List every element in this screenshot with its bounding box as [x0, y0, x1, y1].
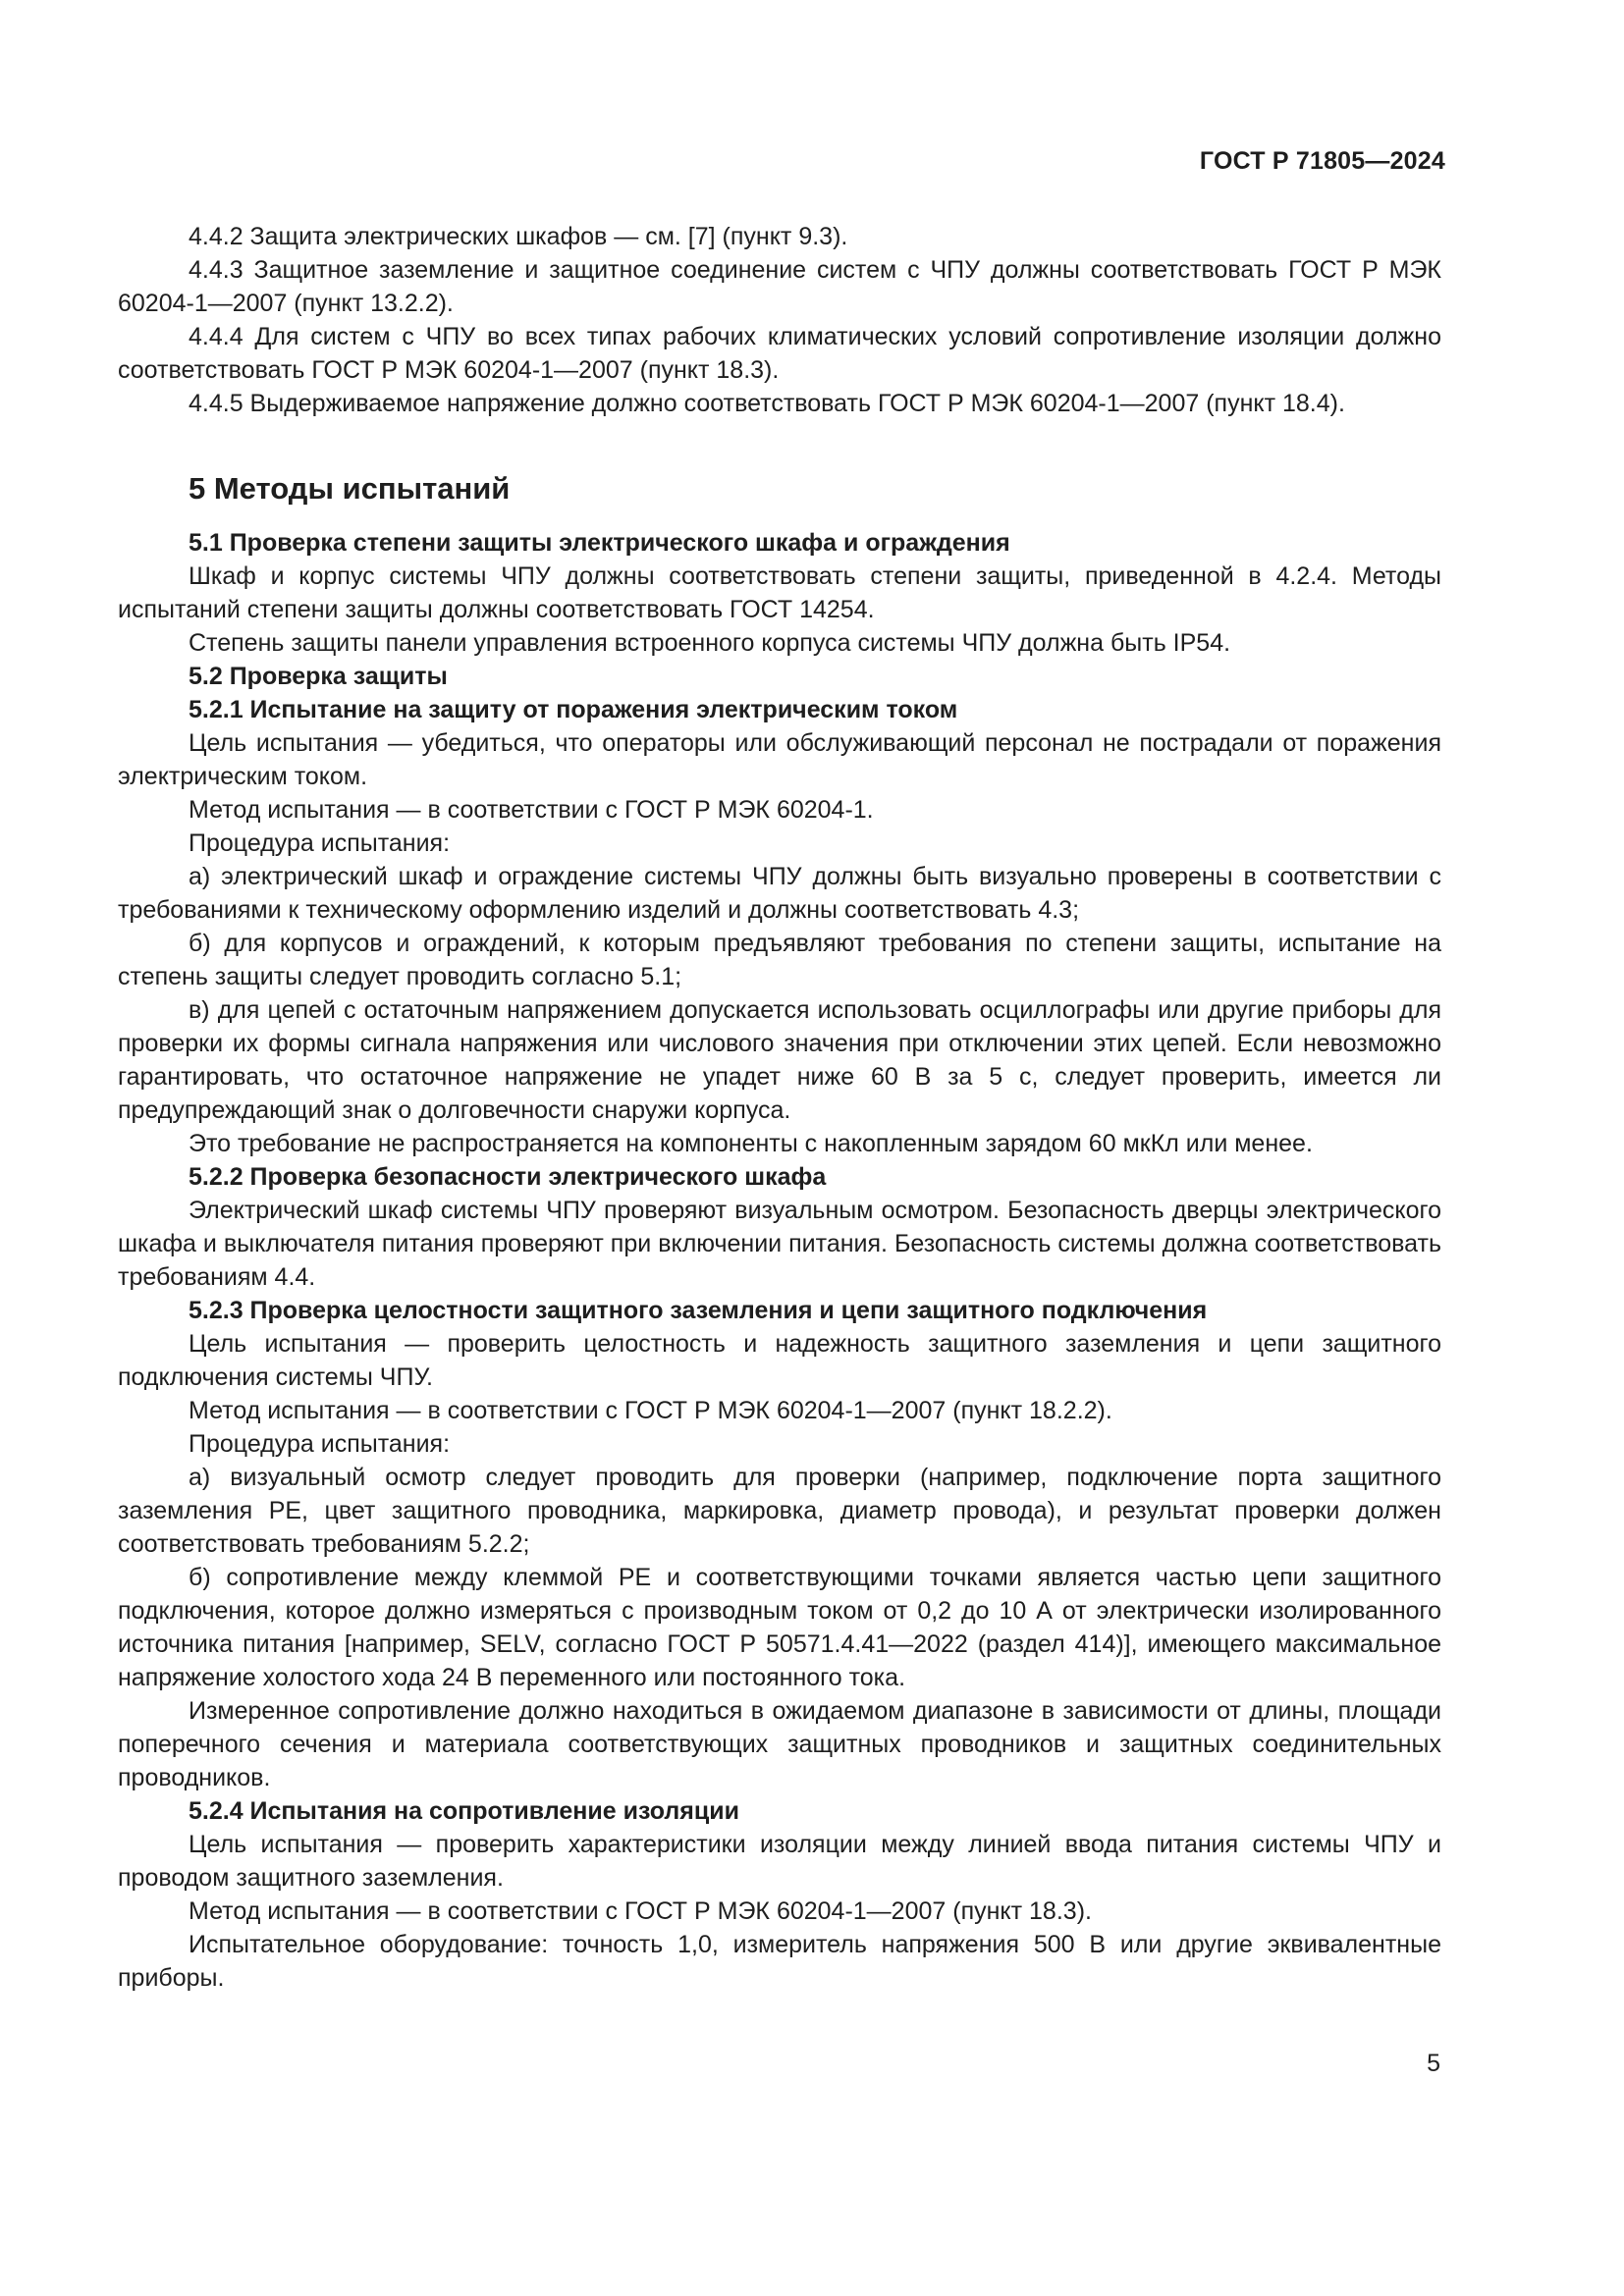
- list-item-5-2-1-a: а) электрический шкаф и ограждение системы ЧПУ должны быть визуально проверены в соответствии с требованиями к техническому оформлению изделий и должны соответствовать 4.3;: [118, 863, 1441, 924]
- paragraph-5-2-3-resistance: Измеренное сопротивление должно находиться в ожидаемом диапазоне в зависимости от длины, площади поперечного сечения и материала соответствующих защитных проводников и защитных соединительных проводников.: [118, 1697, 1441, 1791]
- list-item-5-2-3-b: б) сопротивление между клеммой PE и соответствующими точками является частью цепи защитного подключения, которое должно измеряться с производным током от 0,2 до 10 А от электрически изолированного источника питания [например, SELV, согласно ГОСТ Р 50571.4.41—2022 (раздел 414)], имеющего максимальное напряжение холостого хода 24 В переменного или постоянного тока.: [118, 1564, 1441, 1691]
- paragraph-5-2-4-goal: Цель испытания — проверить характеристики изоляции между линией ввода питания системы ЧПУ и проводом защитного заземления.: [118, 1831, 1441, 1892]
- paragraph-5-2-1-goal: Цель испытания — убедиться, что операторы или обслуживающий персонал не пострадали от поражения электрическим током.: [118, 729, 1441, 790]
- paragraph-5-1-a: Шкаф и корпус системы ЧПУ должны соответствовать степени защиты, приведенной в 4.2.4. Методы испытаний степени защиты должны соответствовать ГОСТ 14254.: [118, 562, 1441, 623]
- paragraph-5-2-1-procedure: Процедура испытания:: [189, 829, 451, 857]
- paragraph-5-2-4-equipment: Испытательное оборудование: точность 1,0, измеритель напряжения 500 В или другие эквивалентные приборы.: [118, 1931, 1441, 1992]
- paragraph-5-2-3-method: Метод испытания — в соответствии с ГОСТ Р МЭК 60204-1—2007 (пункт 18.2.2).: [189, 1397, 1112, 1424]
- list-item-5-2-1-b: б) для корпусов и ограждений, к которым предъявляют требования по степени защиты, испытание на степень защиты следует проводить согласно 5.1;: [118, 930, 1441, 990]
- paragraph-4-4-2: 4.4.2 Защита электрических шкафов — см. [7] (пункт 9.3).: [189, 223, 848, 250]
- heading-5-2-1: 5.2.1 Испытание на защиту от поражения электрическим током: [189, 696, 958, 723]
- document-body: [118, 220, 1441, 1995]
- paragraph-5-2-3-procedure: Процедура испытания:: [189, 1430, 451, 1458]
- list-item-5-2-3-a: а) визуальный осмотр следует проводить для проверки (например, подключение порта защитного заземления PE, цвет защитного проводника, маркировка, диаметр провода), и результат проверки должен соответствовать требованиям 5.2.2;: [118, 1464, 1441, 1558]
- paragraph-5-2-2: Электрический шкаф системы ЧПУ проверяют визуальным осмотром. Безопасность дверцы электрического шкафа и выключателя питания проверяют при включении питания. Безопасность системы должна соответствовать требованиям 4.4.: [118, 1197, 1441, 1291]
- heading-5-2-4: 5.2.4 Испытания на сопротивление изоляции: [189, 1797, 739, 1825]
- paragraph-4-4-5: 4.4.5 Выдерживаемое напряжение должно соответствовать ГОСТ Р МЭК 60204-1—2007 (пункт 18.4).: [189, 390, 1345, 417]
- paragraph-5-2-4-method: Метод испытания — в соответствии с ГОСТ Р МЭК 60204-1—2007 (пункт 18.3).: [189, 1897, 1092, 1925]
- heading-5-2-2: 5.2.2 Проверка безопасности электрического шкафа: [189, 1163, 827, 1191]
- paragraph-5-2-1-method: Метод испытания — в соответствии с ГОСТ Р МЭК 60204-1.: [189, 796, 874, 824]
- paragraph-4-4-4: 4.4.4 Для систем с ЧПУ во всех типах рабочих климатических условий сопротивление изоляции должно соответствовать ГОСТ Р МЭК 60204-1—2007 (пункт 18.3).: [118, 323, 1441, 384]
- heading-5-1: 5.1 Проверка степени защиты электрического шкафа и ограждения: [189, 529, 1010, 557]
- paragraph-4-4-3: 4.4.3 Защитное заземление и защитное соединение систем с ЧПУ должны соответствовать ГОСТ Р МЭК 60204-1—2007 (пункт 13.2.2).: [118, 256, 1441, 317]
- page-number: 5: [1427, 2050, 1440, 2077]
- paragraph-5-1-b: Степень защиты панели управления встроенного корпуса системы ЧПУ должна быть IP54.: [189, 629, 1231, 657]
- heading-5-2-3: 5.2.3 Проверка целостности защитного заземления и цепи защитного подключения: [189, 1297, 1208, 1324]
- paragraph-5-2-1-note: Это требование не распространяется на компоненты с накопленным зарядом 60 мкКл или менее.: [189, 1130, 1313, 1157]
- section-5-title: 5 Методы испытаний: [189, 471, 511, 506]
- list-item-5-2-1-c: в) для цепей с остаточным напряжением допускается использовать осциллографы или другие приборы для проверки их формы сигнала напряжения или числового значения при отключении этих цепей. Если невозможно гарантировать, что остаточное напряжение не упадет ниже 60 В за 5 с, следует проверить, имеется ли предупреждающий знак о долговечности снаружи корпуса.: [118, 996, 1441, 1124]
- document-code-header: ГОСТ Р 71805—2024: [1199, 147, 1445, 175]
- heading-5-2: 5.2 Проверка защиты: [189, 663, 448, 690]
- paragraph-5-2-3-goal: Цель испытания — проверить целостность и надежность защитного заземления и цепи защитного подключения системы ЧПУ.: [118, 1330, 1441, 1391]
